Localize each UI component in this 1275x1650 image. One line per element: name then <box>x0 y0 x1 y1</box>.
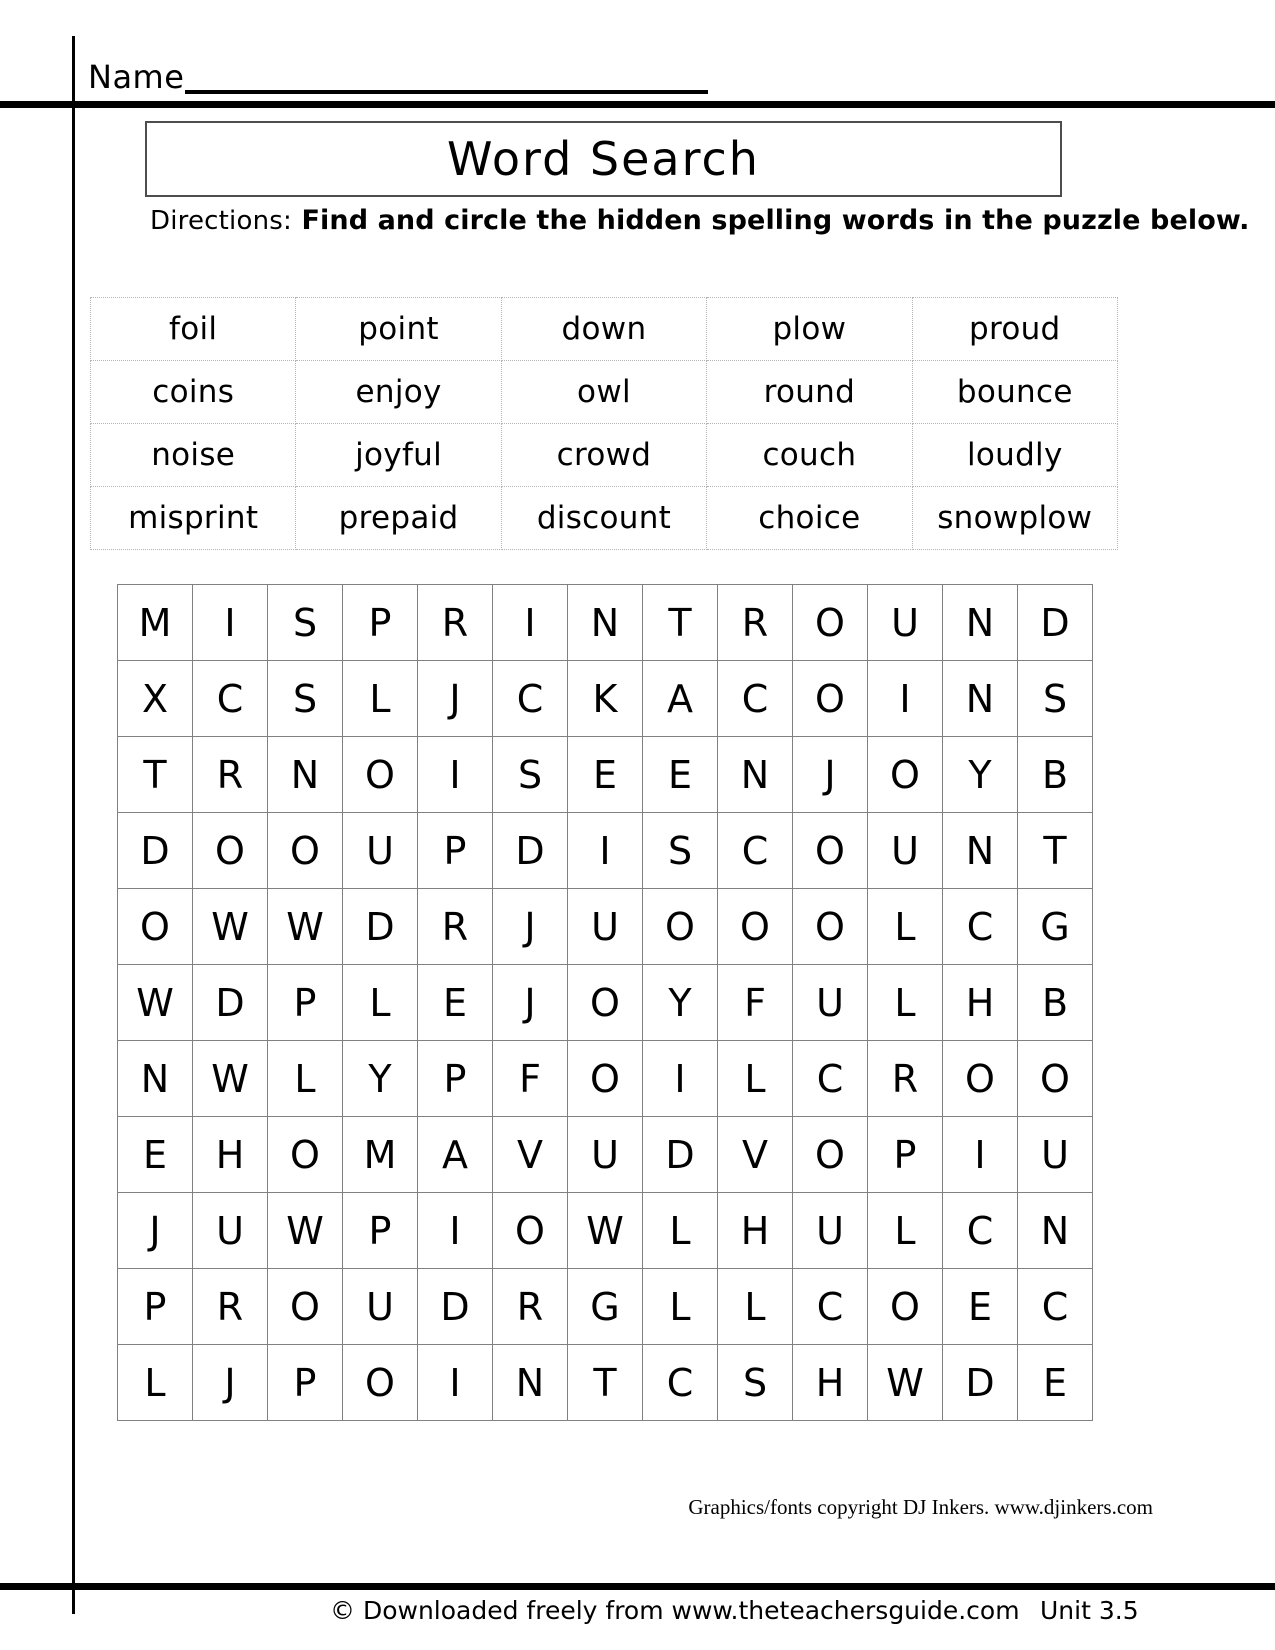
grid-cell[interactable]: R <box>868 1041 943 1117</box>
grid-cell[interactable]: D <box>343 889 418 965</box>
grid-cell[interactable]: O <box>793 889 868 965</box>
grid-cell[interactable]: I <box>493 585 568 661</box>
grid-row <box>118 585 1093 661</box>
word-search-grid-body <box>118 585 1093 1421</box>
grid-cell[interactable]: O <box>343 737 418 813</box>
grid-cell[interactable]: D <box>193 965 268 1041</box>
grid-cell[interactable]: O <box>793 1117 868 1193</box>
word-list-item: proud <box>912 298 1117 361</box>
grid-cell[interactable]: L <box>868 889 943 965</box>
grid-cell[interactable]: F <box>718 965 793 1041</box>
grid-cell[interactable]: J <box>118 1193 193 1269</box>
grid-cell[interactable]: C <box>943 889 1018 965</box>
word-list-item: noise <box>91 424 296 487</box>
grid-cell[interactable]: W <box>868 1345 943 1421</box>
grid-cell[interactable]: G <box>1018 889 1093 965</box>
grid-cell[interactable]: B <box>1018 965 1093 1041</box>
grid-cell[interactable]: I <box>643 1041 718 1117</box>
grid-cell[interactable]: D <box>643 1117 718 1193</box>
grid-cell[interactable]: O <box>793 813 868 889</box>
grid-cell[interactable]: U <box>793 965 868 1041</box>
grid-cell[interactable]: O <box>643 889 718 965</box>
grid-cell[interactable]: P <box>418 1041 493 1117</box>
grid-cell[interactable]: U <box>568 1117 643 1193</box>
grid-row <box>118 737 1093 813</box>
footer-source-text: © Downloaded freely from www.theteachersguide.com <box>330 1596 1020 1625</box>
grid-cell[interactable]: E <box>643 737 718 813</box>
grid-cell[interactable]: T <box>643 585 718 661</box>
grid-row <box>118 1117 1093 1193</box>
grid-cell[interactable]: J <box>493 889 568 965</box>
grid-cell[interactable]: E <box>568 737 643 813</box>
grid-row <box>118 1193 1093 1269</box>
word-list-item: down <box>501 298 706 361</box>
grid-cell[interactable]: C <box>718 661 793 737</box>
left-margin-rule <box>72 36 75 1614</box>
grid-cell[interactable]: U <box>343 1269 418 1345</box>
name-label: Name <box>88 58 185 96</box>
grid-cell[interactable]: E <box>1018 1345 1093 1421</box>
grid-cell[interactable]: L <box>343 965 418 1041</box>
grid-cell[interactable]: I <box>418 1345 493 1421</box>
grid-cell[interactable]: D <box>118 813 193 889</box>
grid-cell[interactable]: D <box>1018 585 1093 661</box>
grid-cell[interactable]: M <box>118 585 193 661</box>
grid-cell[interactable]: A <box>418 1117 493 1193</box>
grid-cell[interactable]: X <box>118 661 193 737</box>
header-horizontal-rule <box>0 101 1275 108</box>
grid-cell[interactable]: P <box>418 813 493 889</box>
grid-cell[interactable]: C <box>943 1193 1018 1269</box>
grid-cell[interactable]: H <box>718 1193 793 1269</box>
grid-cell[interactable]: O <box>793 661 868 737</box>
grid-cell[interactable]: Y <box>343 1041 418 1117</box>
grid-cell[interactable]: M <box>343 1117 418 1193</box>
grid-cell[interactable]: L <box>643 1193 718 1269</box>
grid-cell[interactable]: O <box>868 1269 943 1345</box>
grid-cell[interactable]: O <box>868 737 943 813</box>
grid-row <box>118 1345 1093 1421</box>
grid-cell[interactable]: V <box>493 1117 568 1193</box>
word-list-body <box>91 298 1118 550</box>
word-list-item: point <box>296 298 501 361</box>
grid-cell[interactable]: J <box>493 965 568 1041</box>
directions-label: Directions: <box>150 206 292 236</box>
grid-cell[interactable]: C <box>718 813 793 889</box>
word-list-item: owl <box>501 361 706 424</box>
grid-row <box>118 661 1093 737</box>
name-field-row <box>88 44 708 94</box>
grid-cell[interactable]: N <box>718 737 793 813</box>
grid-cell[interactable]: N <box>1018 1193 1093 1269</box>
grid-cell[interactable]: U <box>568 889 643 965</box>
grid-cell[interactable]: J <box>193 1345 268 1421</box>
grid-cell[interactable]: C <box>1018 1269 1093 1345</box>
grid-cell[interactable]: S <box>268 585 343 661</box>
grid-cell[interactable]: P <box>268 1345 343 1421</box>
grid-cell[interactable]: J <box>418 661 493 737</box>
grid-cell[interactable]: I <box>568 813 643 889</box>
grid-cell[interactable]: O <box>493 1193 568 1269</box>
grid-cell[interactable]: N <box>493 1345 568 1421</box>
grid-row <box>118 1269 1093 1345</box>
grid-cell[interactable]: R <box>418 585 493 661</box>
grid-cell[interactable]: R <box>493 1269 568 1345</box>
grid-cell[interactable]: S <box>718 1345 793 1421</box>
grid-cell[interactable]: L <box>718 1041 793 1117</box>
grid-cell[interactable]: W <box>193 1041 268 1117</box>
footer-unit-label: Unit 3.5 <box>1040 1596 1139 1625</box>
word-search-grid <box>117 584 1093 1421</box>
grid-cell[interactable]: R <box>418 889 493 965</box>
grid-cell[interactable]: N <box>943 813 1018 889</box>
grid-cell[interactable]: J <box>793 737 868 813</box>
grid-cell[interactable]: T <box>568 1345 643 1421</box>
grid-cell[interactable]: H <box>943 965 1018 1041</box>
grid-cell[interactable]: O <box>568 1041 643 1117</box>
grid-row <box>118 889 1093 965</box>
grid-cell[interactable]: U <box>193 1193 268 1269</box>
grid-cell[interactable]: H <box>193 1117 268 1193</box>
grid-row <box>118 813 1093 889</box>
page-title: Word Search <box>447 132 760 186</box>
grid-cell[interactable]: L <box>868 1193 943 1269</box>
word-list-item: foil <box>91 298 296 361</box>
grid-cell[interactable]: R <box>193 737 268 813</box>
grid-cell[interactable]: P <box>118 1269 193 1345</box>
grid-cell[interactable]: W <box>268 889 343 965</box>
word-list-row <box>91 298 1118 361</box>
grid-cell[interactable]: O <box>1018 1041 1093 1117</box>
footer-horizontal-rule <box>0 1583 1275 1590</box>
grid-cell[interactable]: K <box>568 661 643 737</box>
grid-cell[interactable]: O <box>268 1269 343 1345</box>
directions-text: Find and circle the hidden spelling words in the puzzle below. <box>291 205 1250 236</box>
grid-cell[interactable]: W <box>193 889 268 965</box>
grid-cell[interactable]: I <box>193 585 268 661</box>
name-input-blank[interactable] <box>185 60 708 94</box>
grid-cell[interactable]: N <box>118 1041 193 1117</box>
grid-cell[interactable]: W <box>568 1193 643 1269</box>
grid-cell[interactable]: L <box>118 1345 193 1421</box>
grid-cell[interactable]: B <box>1018 737 1093 813</box>
directions-line <box>150 205 1250 245</box>
word-list-item: loudly <box>912 424 1117 487</box>
grid-cell[interactable]: H <box>793 1345 868 1421</box>
word-list-item: misprint <box>91 487 296 550</box>
grid-cell[interactable]: D <box>493 813 568 889</box>
word-list-item: enjoy <box>296 361 501 424</box>
grid-cell[interactable]: O <box>268 813 343 889</box>
grid-cell[interactable]: U <box>343 813 418 889</box>
grid-cell[interactable]: D <box>418 1269 493 1345</box>
grid-cell[interactable]: L <box>868 965 943 1041</box>
grid-cell[interactable]: R <box>718 585 793 661</box>
grid-cell[interactable]: N <box>943 585 1018 661</box>
grid-cell[interactable]: I <box>943 1117 1018 1193</box>
grid-cell[interactable]: U <box>868 585 943 661</box>
grid-cell[interactable]: S <box>1018 661 1093 737</box>
grid-cell[interactable]: T <box>1018 813 1093 889</box>
word-list-item: crowd <box>501 424 706 487</box>
grid-cell[interactable]: L <box>268 1041 343 1117</box>
grid-cell[interactable]: C <box>193 661 268 737</box>
worksheet-title-box <box>145 121 1062 197</box>
grid-cell[interactable]: R <box>193 1269 268 1345</box>
grid-cell[interactable]: E <box>118 1117 193 1193</box>
grid-cell[interactable]: P <box>268 965 343 1041</box>
grid-row <box>118 1041 1093 1117</box>
grid-cell[interactable]: L <box>643 1269 718 1345</box>
grid-cell[interactable]: E <box>418 965 493 1041</box>
word-list-row <box>91 424 1118 487</box>
grid-cell[interactable]: C <box>493 661 568 737</box>
word-list-item: bounce <box>912 361 1117 424</box>
grid-cell[interactable]: Y <box>643 965 718 1041</box>
grid-cell[interactable]: L <box>718 1269 793 1345</box>
grid-cell[interactable]: O <box>118 889 193 965</box>
grid-cell[interactable]: U <box>868 813 943 889</box>
grid-cell[interactable]: V <box>718 1117 793 1193</box>
grid-cell[interactable]: C <box>793 1269 868 1345</box>
grid-cell[interactable]: O <box>793 585 868 661</box>
grid-cell[interactable]: A <box>643 661 718 737</box>
word-list-row <box>91 361 1118 424</box>
grid-cell[interactable]: L <box>343 661 418 737</box>
word-list-item: round <box>707 361 912 424</box>
grid-cell[interactable]: U <box>793 1193 868 1269</box>
grid-cell[interactable]: C <box>643 1345 718 1421</box>
grid-cell[interactable]: S <box>268 661 343 737</box>
word-list-item: plow <box>707 298 912 361</box>
grid-cell[interactable]: O <box>568 965 643 1041</box>
word-list-row <box>91 487 1118 550</box>
word-list-item: joyful <box>296 424 501 487</box>
word-list-item: coins <box>91 361 296 424</box>
grid-cell[interactable]: I <box>868 661 943 737</box>
grid-row <box>118 965 1093 1041</box>
grid-cell[interactable]: T <box>118 737 193 813</box>
grid-cell[interactable]: O <box>268 1117 343 1193</box>
grid-cell[interactable]: O <box>343 1345 418 1421</box>
grid-cell[interactable]: O <box>193 813 268 889</box>
grid-cell[interactable]: U <box>1018 1117 1093 1193</box>
word-list-item: snowplow <box>912 487 1117 550</box>
grid-cell[interactable]: F <box>493 1041 568 1117</box>
word-list-item: discount <box>501 487 706 550</box>
grid-cell[interactable]: P <box>343 1193 418 1269</box>
grid-cell[interactable]: W <box>118 965 193 1041</box>
graphics-credit: Graphics/fonts copyright DJ Inkers. www.djinkers.com <box>688 1495 1153 1519</box>
grid-cell[interactable]: N <box>943 661 1018 737</box>
grid-cell[interactable]: W <box>268 1193 343 1269</box>
grid-cell[interactable]: C <box>793 1041 868 1117</box>
grid-cell[interactable]: N <box>568 585 643 661</box>
grid-cell[interactable]: D <box>943 1345 1018 1421</box>
grid-cell[interactable]: Y <box>943 737 1018 813</box>
grid-cell[interactable]: I <box>418 737 493 813</box>
word-list-item: choice <box>707 487 912 550</box>
grid-cell[interactable]: E <box>943 1269 1018 1345</box>
word-list-item: prepaid <box>296 487 501 550</box>
grid-cell[interactable]: O <box>943 1041 1018 1117</box>
grid-cell[interactable]: N <box>268 737 343 813</box>
word-list-item: couch <box>707 424 912 487</box>
grid-cell[interactable]: S <box>493 737 568 813</box>
grid-cell[interactable]: P <box>343 585 418 661</box>
grid-cell[interactable]: S <box>643 813 718 889</box>
grid-cell[interactable]: O <box>718 889 793 965</box>
word-list-table <box>90 297 1118 550</box>
grid-cell[interactable]: G <box>568 1269 643 1345</box>
grid-cell[interactable]: P <box>868 1117 943 1193</box>
grid-cell[interactable]: I <box>418 1193 493 1269</box>
